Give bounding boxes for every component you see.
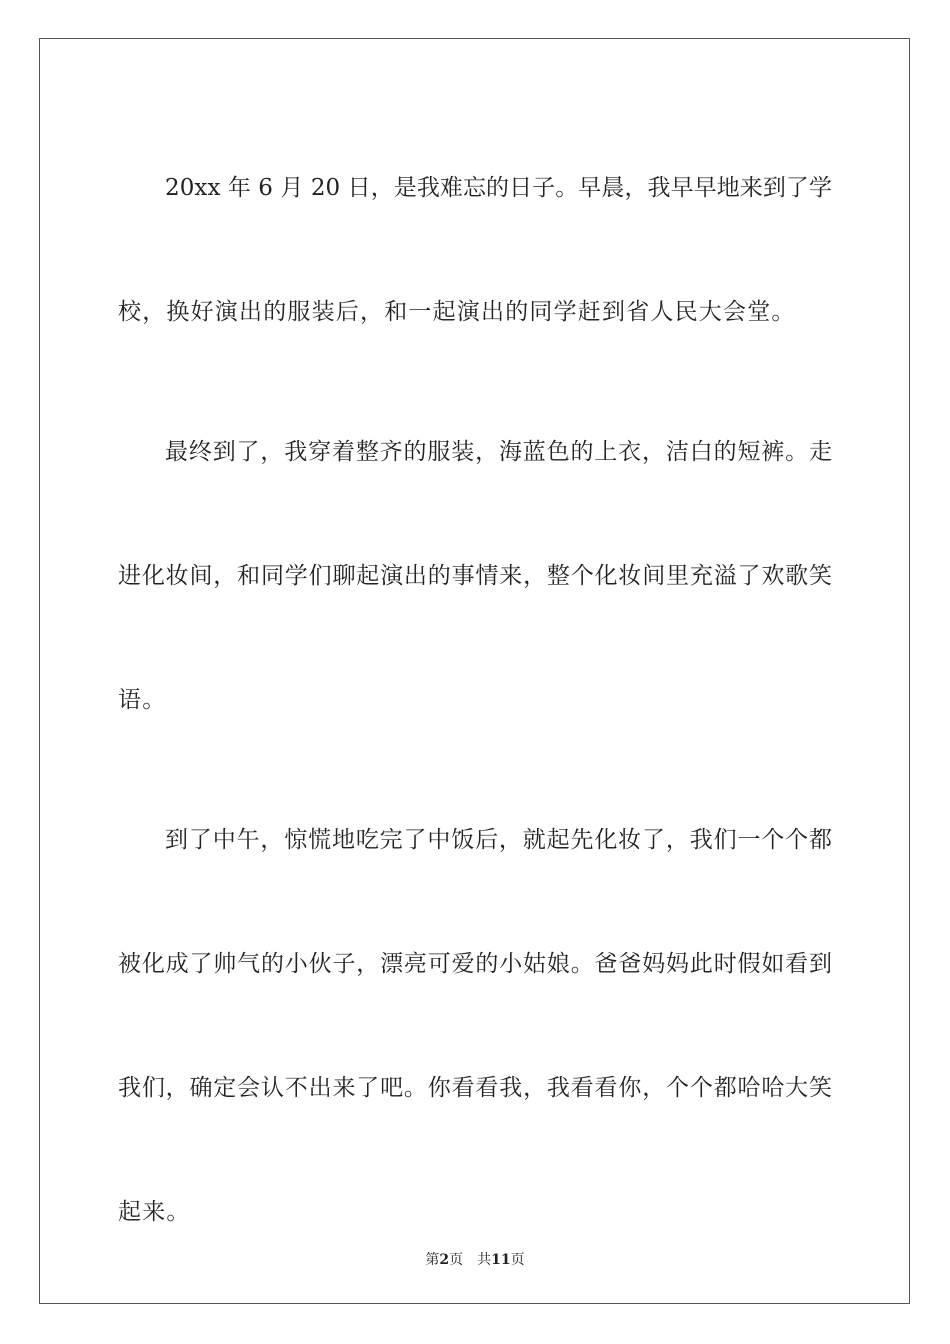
paragraph-line: 最终到了，我穿着整齐的服装，海蓝色的上衣，洁白的短裤。走 [165, 439, 833, 465]
paragraph-line: 我们，确定会认不出来了吧。你看看我，我看看你，个个都哈哈大笑 [118, 1075, 833, 1101]
total-label-prefix: 共 [477, 1252, 492, 1268]
paragraph-line: 到了中午，惊慌地吃完了中饭后，就起先化妆了，我们一个个都 [165, 827, 833, 853]
page-number: 2 [439, 1252, 450, 1268]
paragraph-3 [118, 778, 832, 1274]
page-label-prefix: 第 [425, 1252, 440, 1268]
total-label-suffix: 页 [510, 1252, 525, 1268]
paragraph-line: 被化成了帅气的小伙子，漂亮可爱的小姑娘。爸爸妈妈此时假如看到 [118, 951, 833, 977]
page-footer [0, 1249, 950, 1269]
page-label-suffix: 页 [449, 1252, 464, 1268]
paragraph-line: 语。 [118, 687, 167, 713]
total-pages: 11 [491, 1252, 511, 1268]
paragraph-line: 校，换好演出的服装后，和一起演出的同学赶到省人民大会堂。 [118, 299, 796, 325]
paragraph-line: 起来。 [118, 1199, 191, 1225]
paragraph-line: 进化妆间，和同学们聊起演出的事情来，整个化妆间里充溢了欢歌笑 [118, 563, 833, 589]
paragraph-2 [118, 390, 832, 762]
paragraph-line: 20xx 年 6 月 20 日，是我难忘的日子。早晨，我早早地来到了学 [165, 175, 833, 201]
document-body [118, 126, 832, 1290]
paragraph-1 [118, 126, 832, 374]
